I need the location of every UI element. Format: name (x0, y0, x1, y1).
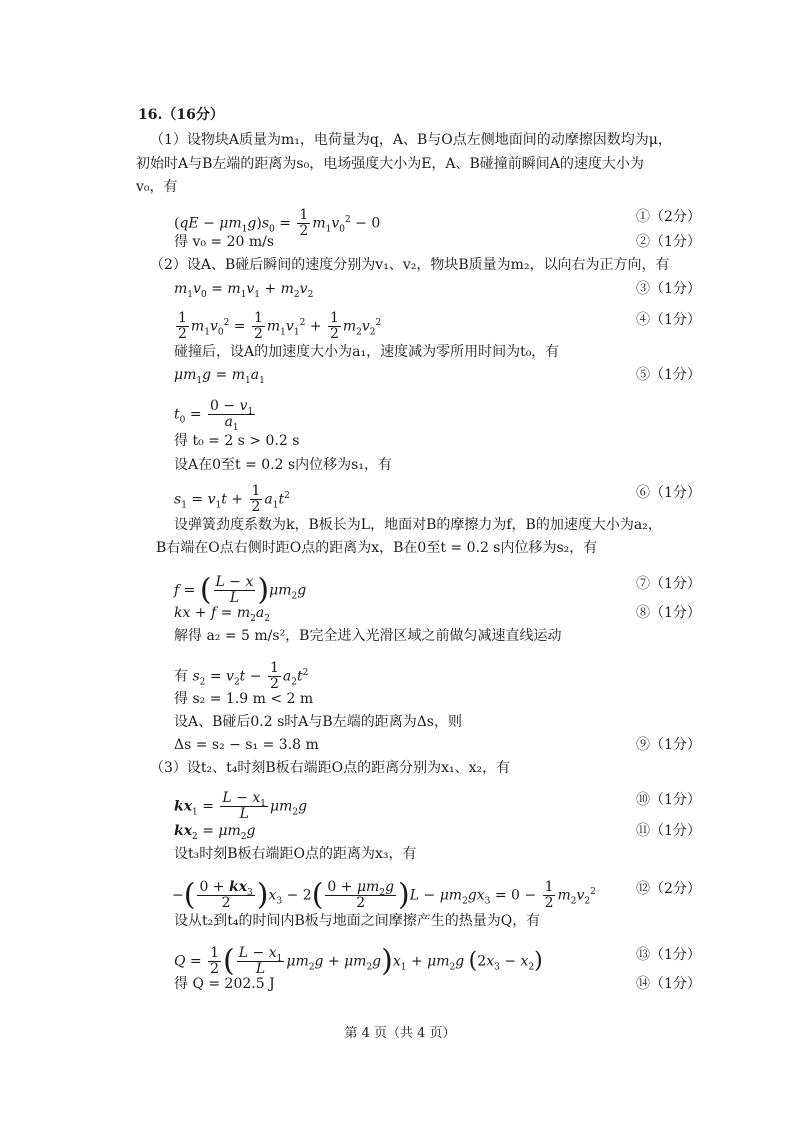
part1-line2: 初始时A与B左端的距离为s₀，电场强度大小为E，A、B碰撞前瞬间A的速度大小为 (136, 156, 644, 172)
t3-intro: 设t₃时刻B板右端距O点的距离为x₃，有 (174, 846, 417, 862)
question-header: 16.（16分） (138, 107, 224, 123)
have-prefix: 有 (174, 668, 188, 685)
score-12: ⑫（2分） (636, 881, 701, 897)
equation-1: $(qE - \mu m_1g)s_0$ = $\frac{1}{2}$ $m_1v_0^2 - 0$ (174, 207, 381, 239)
after-collision-text: 碰撞后，设A的加速度大小为a₁，速度减为零所用时间为t₀，有 (174, 344, 560, 360)
score-6: ⑥（1分） (636, 485, 701, 501)
equation-8: kx + $f = m_2a_2$ (174, 605, 270, 624)
result-q: 得 Q = 202.5 J (174, 976, 275, 992)
score-3: ③（1分） (636, 281, 701, 297)
part1-line1: （1）设物块A质量为m₁，电荷量为q，A、B与O点左侧地面间的动摩擦因数均为μ， (150, 132, 672, 148)
result-v0: 得 v₀ = 20 m/s (174, 234, 275, 250)
score-2: ②（1分） (636, 234, 701, 250)
score-1: ①（2分） (636, 209, 701, 225)
equation-6: $s_1 = v_1t$ + $\frac{1}{2}$ $a_1t^2$ (174, 483, 290, 515)
equation-7: f = ( $\frac{L - x}{L}$ )$\mu m_2g$ (174, 572, 307, 608)
spring-line2: B右端在O点右侧时距O点的距离为x，B在0至t = 0.2 s内位移为s₂，有 (156, 540, 598, 556)
equation-4: $\frac{1}{2}$ $m_1v_0^2$ = $\frac{1}{2}$ $m_1v_1^2$ + $\frac{1}{2}$ $m_2v_2^2$ (178, 310, 382, 342)
delta-equation: Δs = s₂ − s₁ = 3.8 m (174, 737, 319, 753)
part2-intro: （2）设A、B碰后瞬间的速度分别为v₁、v₂，物块B质量为m₂，以向右为正方向，有 (150, 257, 670, 273)
score-11: ⑪（1分） (636, 823, 701, 839)
equation-13: Q = $\frac{1}{2}$ ( $\frac{L - x_1}{L}$ $\mu m_2g + \mu m_2g)x_1 + \mu m_2g$ $(2x_3 - x_2)$ (174, 943, 543, 979)
equation-11: $kx_2 = \mu m_2g$ (174, 823, 256, 842)
s1-intro: 设A在0至t = 0.2 s内位移为s₁，有 (174, 457, 392, 473)
equation-5: $\mu m_1g = m_1a_1$ (174, 367, 265, 386)
score-5: ⑤（1分） (636, 367, 701, 383)
equation-t0: $t_0$ = $\frac{0 - v_1}{a_1}$ (174, 398, 254, 433)
part1-line3: v₀，有 (136, 179, 178, 195)
solve-a2: 解得 a₂ = 5 m/s²，B完全进入光滑区域之前做匀减速直线运动 (174, 628, 562, 644)
score-9: ⑨（1分） (636, 737, 701, 753)
score-13: ⑬（1分） (636, 947, 701, 963)
equation-3: $m_1v_0 = m_1v_1 + m_2v_2$ (174, 281, 314, 300)
result-s2: 得 s₂ = 1.9 m < 2 m (174, 691, 314, 707)
equation-10: $kx_1$ = $\frac{L - x_1}{L}$ $\mu m_2g$ (174, 790, 308, 822)
page-footer: 第 4 页（共 4 页） (344, 1026, 456, 1041)
score-14: ⑭（1分） (636, 976, 701, 992)
result-t0: 得 t₀ = 2 s > 0.2 s (174, 433, 300, 449)
equation-12: −( $\frac{0 + kx_3}{2}$ )$x_3 - 2$( $\frac{0 + \mu m_2g}{2}$ )$L - \mu m_2gx_3 = 0$ − $\frac{1}{2}$ $m_2v_2^2$ (172, 877, 596, 913)
score-10: ⑩（1分） (636, 792, 701, 808)
q-intro: 设从t₂到t₄的时间内B板与地面之间摩擦产生的热量为Q，有 (174, 913, 541, 929)
score-7: ⑦（1分） (636, 576, 701, 592)
equation-s2: 有 $s_2 = v_2t$ − $\frac{1}{2}$ $a_2t^2$ (174, 660, 309, 692)
spring-line1: 设弹簧劲度系数为k，B板长为L，地面对B的摩擦力为f，B的加速度大小为a₂， (174, 517, 662, 533)
score-8: ⑧（1分） (636, 605, 701, 621)
delta-intro: 设A、B碰后0.2 s时A与B左端的距离为Δs，则 (174, 714, 462, 730)
part3-intro: （3）设t₂、t₄时刻B板右端距O点的距离分别为x₁、x₂，有 (150, 760, 511, 776)
score-4: ④（1分） (636, 312, 701, 328)
